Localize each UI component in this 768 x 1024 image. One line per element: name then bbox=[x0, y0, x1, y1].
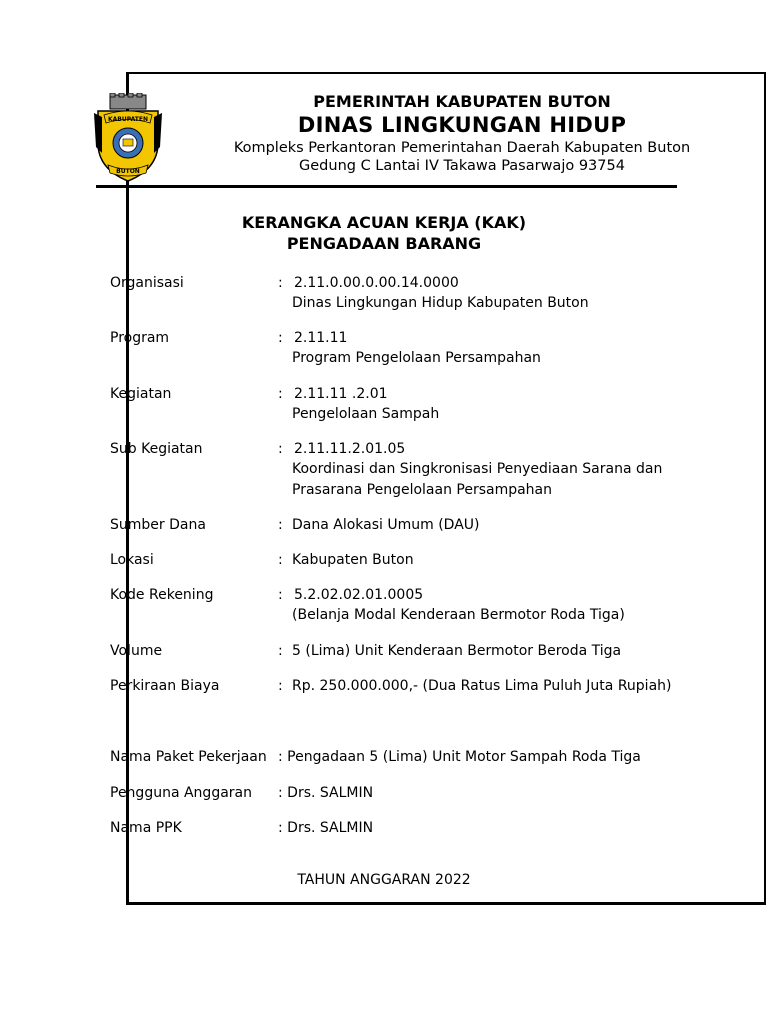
colon: : bbox=[278, 330, 283, 346]
label-volume: Volume bbox=[110, 643, 163, 659]
label-nama-paket: Nama Paket Pekerjaan bbox=[110, 749, 267, 765]
value-organisasi-code: 2.11.0.00.0.00.14.0000 bbox=[294, 275, 459, 291]
colon: : bbox=[278, 678, 283, 694]
document-title: KERANGKA ACUAN KERJA (KAK) bbox=[241, 213, 527, 232]
colon: : bbox=[278, 275, 283, 291]
colon: : bbox=[278, 441, 283, 457]
value-sub-kegiatan-name-2: Prasarana Pengelolaan Persampahan bbox=[292, 482, 553, 498]
value-kegiatan-name: Pengelolaan Sampah bbox=[292, 406, 440, 422]
logo-text-bottom: BUTON bbox=[116, 168, 140, 175]
colon: : bbox=[278, 386, 283, 402]
label-kegiatan: Kegiatan bbox=[110, 386, 172, 402]
label-kode-rekening: Kode Rekening bbox=[110, 587, 214, 603]
budget-year: TAHUN ANGGARAN 2022 bbox=[297, 872, 471, 888]
document-subtitle: PENGADAAN BARANG bbox=[286, 234, 482, 253]
value-sub-kegiatan-name-1: Koordinasi dan Singkronisasi Penyediaan Sarana dan bbox=[292, 461, 663, 477]
colon: : bbox=[278, 587, 283, 603]
value-perkiraan-biaya: Rp. 250.000.000,- (Dua Ratus Lima Puluh Juta Rupiah) bbox=[292, 678, 672, 694]
colon: : bbox=[278, 643, 283, 659]
header-address-1: Kompleks Perkantoran Pemerintahan Daerah Kabupaten Buton bbox=[233, 140, 691, 156]
colon: : bbox=[278, 517, 283, 533]
label-organisasi: Organisasi bbox=[110, 275, 184, 291]
label-sumber-dana: Sumber Dana bbox=[110, 517, 206, 533]
label-perkiraan-biaya: Perkiraan Biaya bbox=[110, 678, 220, 694]
label-lokasi: Lokasi bbox=[110, 552, 154, 568]
label-sub-kegiatan: Sub Kegiatan bbox=[110, 441, 203, 457]
label-pengguna-anggaran: Pengguna Anggaran bbox=[110, 785, 252, 801]
label-nama-ppk: Nama PPK bbox=[110, 820, 182, 836]
value-pengguna-anggaran: : Drs. SALMIN bbox=[278, 785, 374, 801]
header-agency: DINAS LINGKUNGAN HIDUP bbox=[297, 113, 627, 137]
value-kegiatan-code: 2.11.11 .2.01 bbox=[294, 386, 388, 402]
value-volume: 5 (Lima) Unit Kenderaan Bermotor Beroda Tiga bbox=[292, 643, 622, 659]
value-organisasi-name: Dinas Lingkungan Hidup Kabupaten Buton bbox=[292, 295, 589, 311]
logo-text-top: KABUPATEN bbox=[108, 116, 148, 123]
value-nama-paket: : Pengadaan 5 (Lima) Unit Motor Sampah Roda Tiga bbox=[278, 749, 641, 765]
value-sub-kegiatan-code: 2.11.11.2.01.05 bbox=[294, 441, 406, 457]
value-program-name: Program Pengelolaan Persampahan bbox=[292, 350, 541, 366]
value-kode-rekening-desc: (Belanja Modal Kenderaan Bermotor Roda Tiga) bbox=[292, 607, 625, 623]
label-program: Program bbox=[110, 330, 170, 346]
value-kode-rekening: 5.2.02.02.01.0005 bbox=[294, 587, 424, 603]
header-government: PEMERINTAH KABUPATEN BUTON bbox=[313, 92, 611, 111]
header-address-2: Gedung C Lantai IV Takawa Pasarwajo 93754 bbox=[299, 158, 625, 174]
colon: : bbox=[278, 552, 283, 568]
value-sumber-dana: Dana Alokasi Umum (DAU) bbox=[292, 517, 480, 533]
value-nama-ppk: : Drs. SALMIN bbox=[278, 820, 374, 836]
value-lokasi: Kabupaten Buton bbox=[292, 552, 414, 568]
header-divider bbox=[96, 185, 677, 188]
value-program-code: 2.11.11 bbox=[294, 330, 348, 346]
